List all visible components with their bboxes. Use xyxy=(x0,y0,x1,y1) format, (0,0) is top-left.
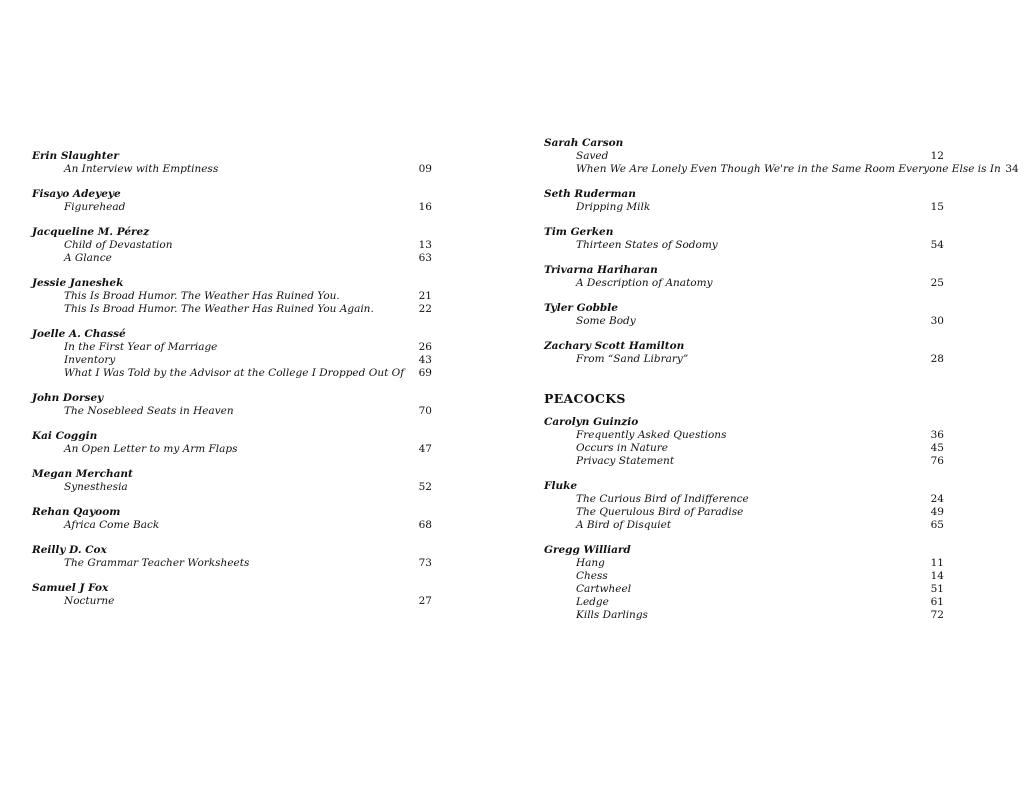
page-number: 49 xyxy=(930,506,944,518)
work-title: The Querulous Bird of Paradise xyxy=(576,506,744,518)
page-number: 63 xyxy=(418,252,432,264)
author-entry xyxy=(32,226,432,265)
page-number: 13 xyxy=(418,239,432,251)
section-entries xyxy=(544,416,944,622)
page-number: 09 xyxy=(418,163,432,175)
work-row xyxy=(544,519,944,532)
page-number: 15 xyxy=(930,201,944,213)
work-title: Chess xyxy=(576,570,608,582)
work-row xyxy=(544,239,944,252)
author-entry xyxy=(32,328,432,380)
page-number: 22 xyxy=(418,303,432,315)
page-number: 14 xyxy=(930,570,944,582)
author-name: Tim Gerken xyxy=(544,226,614,238)
work-title: An Open Letter to my Arm Flaps xyxy=(64,443,238,455)
page-number: 26 xyxy=(418,341,432,353)
author-entry xyxy=(544,416,944,468)
page-number: 30 xyxy=(930,315,944,327)
work-row xyxy=(544,442,944,455)
author-name: Erin Slaughter xyxy=(32,150,119,162)
author-entry xyxy=(32,544,432,570)
page-number: 54 xyxy=(930,239,944,251)
work-title: Hang xyxy=(576,557,605,569)
page-number: 70 xyxy=(418,405,432,417)
work-row xyxy=(32,367,432,380)
author-entry xyxy=(544,188,944,214)
work-title: Privacy Statement xyxy=(576,455,675,467)
work-row xyxy=(32,201,432,214)
work-title: Kills Darlings xyxy=(576,609,648,621)
work-row xyxy=(544,353,944,366)
work-row xyxy=(32,595,432,608)
page-number: 27 xyxy=(418,595,432,607)
author-entry xyxy=(544,264,944,290)
work-title: Frequently Asked Questions xyxy=(576,429,727,441)
author-entry xyxy=(32,582,432,608)
work-row xyxy=(32,303,432,316)
work-title: Ledge xyxy=(576,596,609,608)
author-entry xyxy=(544,340,944,366)
page-number: 36 xyxy=(930,429,944,441)
left-toc-column xyxy=(32,150,432,620)
author-name: Sarah Carson xyxy=(544,137,624,149)
author-name: Fisayo Adeyeye xyxy=(32,188,121,200)
page-number: 16 xyxy=(418,201,432,213)
author-name: Joelle A. Chassé xyxy=(32,328,126,340)
work-title: Saved xyxy=(576,150,609,162)
author-name: Gregg Williard xyxy=(544,544,631,556)
work-title: What I Was Told by the Advisor at the College I Dropped Out Of xyxy=(64,367,405,379)
page-number: 76 xyxy=(930,455,944,467)
work-row xyxy=(544,429,944,442)
work-title: Some Body xyxy=(576,315,636,327)
work-row xyxy=(544,277,944,290)
page-number: 61 xyxy=(930,596,944,608)
work-row xyxy=(32,163,432,176)
author-name: Fluke xyxy=(544,480,578,492)
work-title: A Description of Anatomy xyxy=(576,277,713,289)
author-name: Carolyn Guinzio xyxy=(544,416,639,428)
work-title: The Grammar Teacher Worksheets xyxy=(64,557,250,569)
author-entry xyxy=(32,506,432,532)
author-name: Jessie Janeshek xyxy=(32,277,124,289)
work-row xyxy=(32,519,432,532)
page-number: 68 xyxy=(418,519,432,531)
work-row xyxy=(32,443,432,456)
work-row xyxy=(32,557,432,570)
page-number: 52 xyxy=(418,481,432,493)
author-entry xyxy=(32,468,432,494)
page-number: 43 xyxy=(418,354,432,366)
author-entry xyxy=(544,226,944,252)
author-name: Rehan Qayoom xyxy=(32,506,121,518)
author-name: Seth Ruderman xyxy=(544,188,636,200)
page-number: 11 xyxy=(930,557,944,569)
page-number: 21 xyxy=(418,290,432,302)
work-row xyxy=(544,557,944,570)
author-name: Zachary Scott Hamilton xyxy=(544,340,685,352)
author-name: Reilly D. Cox xyxy=(32,544,107,556)
author-entry xyxy=(32,188,432,214)
page-number: 34 xyxy=(1005,163,1019,175)
author-entry xyxy=(32,150,432,176)
work-row xyxy=(544,315,944,328)
work-row xyxy=(32,341,432,354)
work-title: Africa Come Back xyxy=(64,519,160,531)
author-entry xyxy=(544,480,944,532)
author-name: Samuel J Fox xyxy=(32,582,109,594)
work-title: Child of Devastation xyxy=(64,239,173,251)
page-number: 24 xyxy=(930,493,944,505)
page-number: 73 xyxy=(418,557,432,569)
author-name: Jacqueline M. Pérez xyxy=(32,226,150,238)
work-row xyxy=(544,150,944,163)
work-row xyxy=(544,455,944,468)
work-title: When We Are Lonely Even Though We're in the Same Room Everyone Else is In xyxy=(576,163,1001,175)
author-entry xyxy=(544,544,944,622)
work-title: Occurs in Nature xyxy=(576,442,668,454)
work-title: This Is Broad Humor. The Weather Has Ruined You Again. xyxy=(64,303,374,315)
page-number: 65 xyxy=(930,519,944,531)
author-entry xyxy=(32,430,432,456)
work-title: From “Sand Library” xyxy=(576,353,689,365)
work-title: A Bird of Disquiet xyxy=(576,519,672,531)
work-row xyxy=(544,201,944,214)
work-row xyxy=(544,596,944,609)
right-toc-column xyxy=(544,137,1019,634)
author-name: Megan Merchant xyxy=(32,468,133,480)
work-row xyxy=(544,493,944,506)
work-title: Nocturne xyxy=(64,595,115,607)
work-row xyxy=(32,239,432,252)
work-title: In the First Year of Marriage xyxy=(64,341,218,353)
page-number: 25 xyxy=(930,277,944,289)
author-name: John Dorsey xyxy=(32,392,104,404)
right-entries xyxy=(544,137,1019,366)
work-title: This Is Broad Humor. The Weather Has Ruined You. xyxy=(64,290,340,302)
work-row xyxy=(544,583,944,596)
work-row xyxy=(544,506,944,519)
work-title: An Interview with Emptiness xyxy=(64,163,219,175)
work-row xyxy=(32,290,432,303)
work-title: Inventory xyxy=(64,354,116,366)
author-name: Trivarna Hariharan xyxy=(544,264,658,276)
work-title: Figurehead xyxy=(64,201,126,213)
author-entry xyxy=(544,302,944,328)
work-title: The Nosebleed Seats in Heaven xyxy=(64,405,234,417)
work-title: Cartwheel xyxy=(576,583,632,595)
work-title: The Curious Bird of Indifference xyxy=(576,493,749,505)
author-name: Tyler Gobble xyxy=(544,302,618,314)
work-row xyxy=(544,163,1019,176)
work-row xyxy=(544,609,944,622)
work-title: Thirteen States of Sodomy xyxy=(576,239,718,251)
page-number: 51 xyxy=(930,583,944,595)
page-number: 47 xyxy=(418,443,432,455)
author-entry xyxy=(32,277,432,316)
page-number: 28 xyxy=(930,353,944,365)
section-heading: PEACOCKS xyxy=(544,391,626,406)
author-entry xyxy=(544,137,1019,176)
work-row xyxy=(32,252,432,265)
page-number: 69 xyxy=(418,367,432,379)
work-title: Synesthesia xyxy=(64,481,128,493)
work-title: A Glance xyxy=(64,252,112,264)
work-row xyxy=(32,481,432,494)
work-title: Dripping Milk xyxy=(576,201,651,213)
author-entry xyxy=(32,392,432,418)
page-number: 45 xyxy=(930,442,944,454)
work-row xyxy=(32,354,432,367)
page-number: 72 xyxy=(930,609,944,621)
work-row xyxy=(544,570,944,583)
page-number: 12 xyxy=(930,150,944,162)
author-name: Kai Coggin xyxy=(32,430,98,442)
work-row xyxy=(32,405,432,418)
